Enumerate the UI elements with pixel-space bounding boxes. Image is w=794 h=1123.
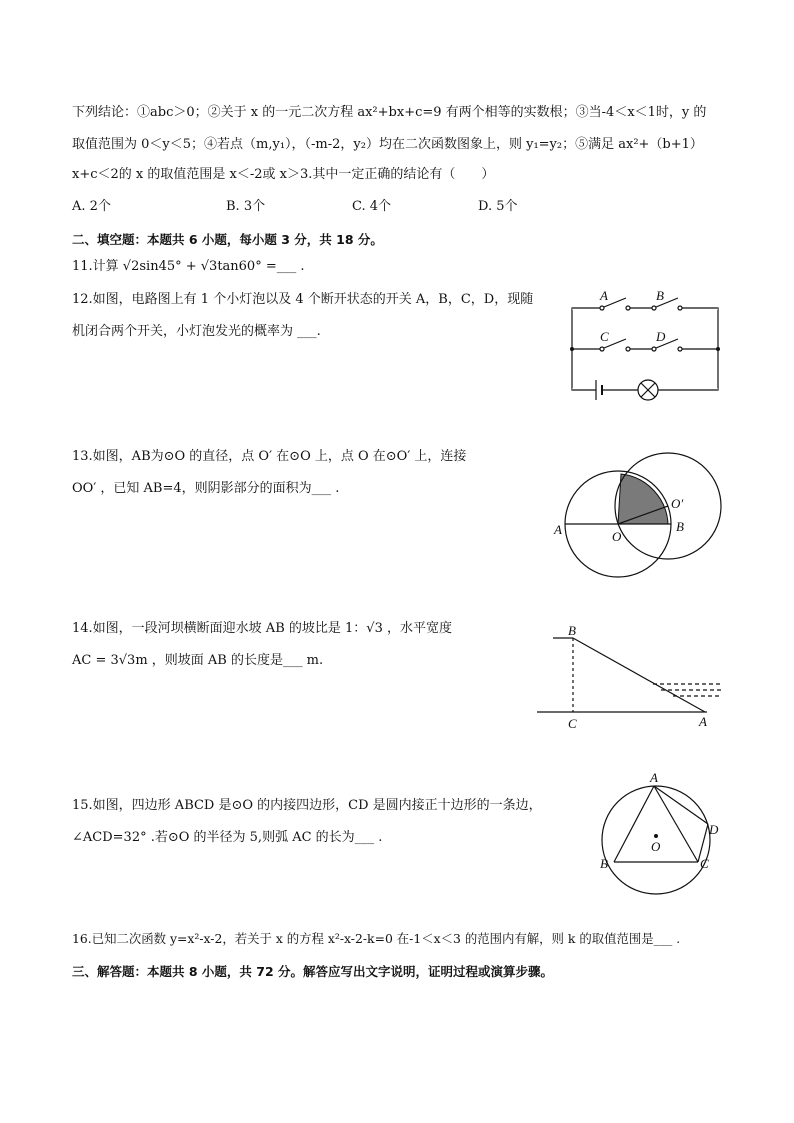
q15-label-a: A <box>650 770 658 785</box>
q15-label-c: C <box>700 856 709 871</box>
q13-label-o: O <box>612 529 622 544</box>
section-3-heading: 三、解答题：本题共 8 小题，共 72 分。解答应写出文字说明，证明过程或演算步骤。 <box>72 964 554 979</box>
section-2-heading: 二、填空题：本题共 6 小题，每小题 3 分，共 18 分。 <box>72 232 383 247</box>
q12-circuit-diagram <box>560 286 730 408</box>
q14-line-2: AC = 3√3m ，则坡面 AB 的长度是___ m. <box>72 653 324 668</box>
q15-inscribed-quadrilateral-diagram <box>594 770 734 906</box>
q14-label-c: C <box>568 716 577 731</box>
q10-line-1: 下列结论：①abc＞0；②关于 x 的一元二次方程 ax²+bx+c=9 有两个相等的实数根；③当-4＜x＜1时，y 的 <box>72 105 707 120</box>
q15-line-2: ∠ACD=32° .若⊙O 的半径为 5,则弧 AC 的长为___ . <box>72 830 383 845</box>
q13-line-1: 13.如图，AB为⊙O 的直径，点 O′ 在⊙O 上，点 O 在⊙O′ 上，连接 <box>72 449 467 464</box>
q12-label-c: C <box>600 329 609 344</box>
q14-line-1: 14.如图，一段河坝横断面迎水坡 AB 的坡比是 1：√3 ，水平宽度 <box>72 621 452 636</box>
q12-label-d: D <box>656 329 666 344</box>
q12-line-2: 机闭合两个开关，小灯泡发光的概率为 ___. <box>72 324 321 339</box>
q14-dam-diagram <box>535 620 725 732</box>
q15-label-d: D <box>709 822 719 837</box>
q15-line-1: 15.如图，四边形 ABCD 是⊙O 的内接四边形，CD 是圆内接正十边形的一条边， <box>72 798 542 813</box>
q13-line-2: OO′ ，已知 AB=4，则阴影部分的面积为___ . <box>72 481 340 496</box>
q14-label-a: A <box>699 714 707 729</box>
q12-label-b: B <box>656 288 664 303</box>
q10-option-b: B. 3个 <box>226 199 266 214</box>
q13-label-o-prime: O′ <box>671 496 684 511</box>
q12-label-a: A <box>600 288 608 303</box>
q10-option-c: C. 4个 <box>352 199 392 214</box>
q10-option-d: D. 5个 <box>478 199 518 214</box>
q16-text: 16.已知二次函数 y=x²-x-2，若关于 x 的方程 x²-x-2-k=0 在-1＜x＜3 的范围内有解，则 k 的取值范围是___ . <box>72 931 681 946</box>
q13-label-b: B <box>676 519 684 534</box>
q12-line-1: 12.如图，电路图上有 1 个小灯泡以及 4 个断开状态的开关 A，B，C，D，现随 <box>72 292 534 307</box>
q13-circles-diagram <box>550 446 720 586</box>
q10-line-3: x+c＜2的 x 的取值范围是 x＜-2或 x＞3.其中一定正确的结论有（ ） <box>72 167 495 182</box>
q11-text: 11.计算 √2sin45° + √3tan60° =___ . <box>72 259 305 274</box>
q15-label-o: O <box>651 839 661 854</box>
q15-label-b: B <box>600 856 608 871</box>
q13-label-a: A <box>554 522 562 537</box>
q10-option-a: A. 2个 <box>72 199 111 214</box>
q14-label-b: B <box>568 623 576 638</box>
q10-line-2: 取值范围为 0＜y＜5；④若点（m,y₁），（-m-2，y₂）均在二次函数图象上，则 y₁=y₂；⑤满足 ax²+（b+1） <box>72 137 703 152</box>
